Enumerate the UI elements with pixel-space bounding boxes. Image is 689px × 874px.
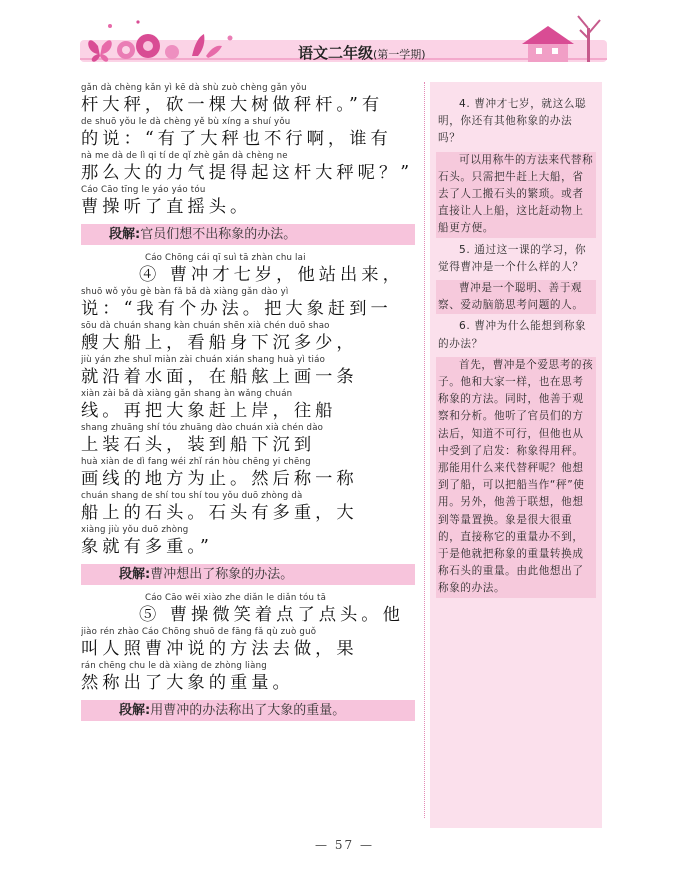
text-line (81, 660, 415, 694)
passage-opening-lines (81, 82, 415, 218)
question-panel-content (430, 82, 602, 598)
summary-text: 曹冲想出了称象的办法。 (150, 567, 294, 582)
pinyin-line: shang zhuāng shí tóu zhuāng dào chuán xià chén dào (81, 423, 324, 433)
column-divider (424, 82, 425, 818)
answer-paragraph: 首先，曹冲是个爱思考的孩子。他和大家一样，也在思考称象的方法。同时，他善于观察和分析。他听了官员们的方法后，知道不可行，但他也从中受到了启发：称象得用秤。那能用什么来代替秤呢？他想到了船，可以把船当作“秤”使用。另外，他善于联想，他想到等量置换。象是很大很重的，直接称它的重量办不到，于是他就把称象的重量转换成称石头的重量。由此他想出了称象的办法。 (436, 357, 596, 598)
passage-column (81, 82, 415, 728)
hanzi-line: 上装石头，装到船下沉到 (81, 435, 316, 455)
summary-text: 用曹冲的办法称出了大象的重量。 (150, 703, 346, 718)
question-paragraph: 4. 曹冲才七岁，就这么聪明，你还有其他称象的办法吗？ (438, 98, 587, 145)
text-line (81, 184, 415, 218)
pinyin-line: de shuō yǒu le dà chèng yě bù xíng a shuí yǒu (81, 117, 291, 127)
book-subtitle: (第一学期) (373, 48, 426, 61)
hanzi-line: 的说：“有了大秤也不行啊，谁有 (81, 129, 392, 149)
hanzi-line: 然称出了大象的重量。 (81, 673, 294, 693)
hanzi-line: 杆大秤，砍一棵大树做秤杆。”有 (81, 95, 384, 115)
pinyin-line: gǎn dà chèng kǎn yì kē dà shù zuò chèng gǎn yǒu (81, 83, 307, 93)
text-line (81, 524, 415, 558)
text-line (81, 592, 415, 626)
summary-text: 官员们想不出称象的办法。 (140, 227, 297, 242)
pinyin-line: Cáo Cāo wēi xiào zhe diǎn le diǎn tóu tā (145, 593, 327, 603)
hanzi-line: 那么大的力气提得起这杆大秤呢？” (81, 163, 414, 183)
hanzi-line: 象就有多重。” (81, 537, 213, 557)
section-summary-1 (81, 224, 415, 245)
house-icon (522, 26, 574, 62)
pinyin-line: jiào rén zhào Cáo Chōng shuō de fāng fǎ qù zuò guǒ (81, 627, 317, 637)
hanzi-line: 艘大船上，看船身下沉多少， (81, 333, 358, 353)
hanzi-line: 曹操听了直摇头。 (81, 197, 252, 217)
text-line (81, 252, 415, 286)
text-line (81, 82, 415, 116)
hanzi-line: 说：“我有个办法。把大象赶到一 (81, 299, 392, 319)
pinyin-line: sōu dà chuán shang kàn chuán shēn xià chén duō shao (81, 321, 330, 331)
hanzi-line: 画线的地方为止。然后称一称 (81, 469, 358, 489)
question-paragraph: 5. 通过这一课的学习，你觉得曹冲是一个什么样的人？ (438, 243, 587, 273)
answer-paragraph: 可以用称牛的方法来代替称石头。只需把牛赶上大船，省去了人工搬石头的繁琐。或者直接让人上船，这比赶动物上船更方便。 (436, 152, 596, 238)
hanzi-line: 叫人照曹冲说的方法去做，果 (81, 639, 358, 659)
summary-label: 段解: (119, 703, 151, 718)
text-line (81, 422, 415, 456)
text-line (81, 286, 415, 320)
pinyin-line: huà xiàn de dì fang wéi zhǐ rán hòu chēng yi chēng (81, 457, 311, 467)
section-summary-3 (81, 700, 415, 721)
hanzi-line: 船上的石头。石头有多重，大 (81, 503, 358, 523)
answer-paragraph: 曹冲是一个聪明、善于观察、爱动脑筋思考问题的人。 (436, 280, 596, 314)
text-line (81, 354, 415, 388)
text-line (81, 456, 415, 490)
hanzi-line: 就沿着水面，在船舷上画一条 (81, 367, 358, 387)
page-header (80, 8, 607, 70)
text-line (81, 388, 415, 422)
pinyin-line: nà me dà de lì qi tí de qǐ zhè gǎn dà chèng ne (81, 151, 288, 161)
question-paragraph: 6. 曹冲为什么能想到称象的办法？ (438, 320, 587, 350)
pinyin-line: jiù yán zhe shuǐ miàn zài chuán xián shang huà yì tiáo (81, 355, 326, 365)
pinyin-line: xiàng jiù yǒu duō zhòng (81, 525, 189, 535)
question-panel (430, 82, 602, 828)
text-line (81, 320, 415, 354)
page-number: — 57 — (315, 838, 374, 852)
hanzi-line: ④ 曹冲才七岁，他站出来， (139, 265, 404, 285)
pinyin-line: Cáo Cāo tīng le yáo yáo tóu (81, 185, 206, 195)
text-line (81, 150, 415, 184)
book-title: 语文二年级 (298, 44, 374, 62)
text-line (81, 116, 415, 150)
summary-label: 段解: (109, 227, 141, 242)
pinyin-line: shuō wǒ yǒu gè bàn fǎ bǎ dà xiàng gǎn dào yì (81, 287, 289, 297)
pinyin-line: chuán shang de shí tou shí tou yǒu duō zhòng dà (81, 491, 303, 501)
hanzi-line: 线。再把大象赶上岸，往船 (81, 401, 337, 421)
text-line (81, 490, 415, 524)
pinyin-line: rán chēng chu le dà xiàng de zhòng liàng (81, 661, 267, 671)
pinyin-line: Cáo Chōng cái qī suì tā zhàn chu lai (145, 253, 306, 263)
section-summary-2 (81, 564, 415, 585)
text-line (81, 626, 415, 660)
paragraph-4 (81, 252, 415, 558)
header-title (298, 42, 426, 63)
summary-label: 段解: (119, 567, 151, 582)
paragraph-5 (81, 592, 415, 694)
hanzi-line: ⑤ 曹操微笑着点了点头。他 (139, 605, 404, 625)
pinyin-line: xiàn zài bǎ dà xiàng gǎn shang àn wǎng chuán (81, 389, 293, 399)
